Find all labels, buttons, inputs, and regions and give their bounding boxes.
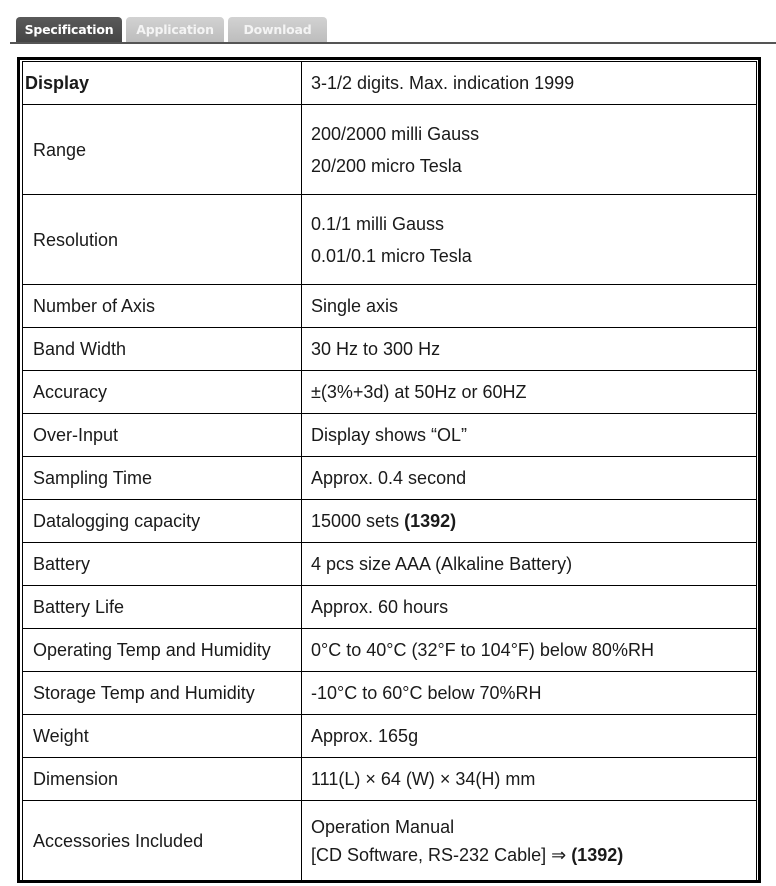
spec-label: Number of Axis: [23, 285, 302, 328]
spec-label: Range: [23, 105, 302, 195]
spec-label: Storage Temp and Humidity: [23, 672, 302, 715]
spec-label: Dimension: [23, 758, 302, 801]
specification-table: [22, 61, 757, 881]
spec-label: Operating Temp and Humidity: [23, 629, 302, 672]
spec-value-line: 20/200 micro Tesla: [311, 155, 462, 176]
table-row: [23, 672, 757, 715]
table-row: [23, 62, 757, 105]
spec-value: 30 Hz to 300 Hz: [302, 328, 757, 371]
table-row: [23, 285, 757, 328]
spec-label: Datalogging capacity: [23, 500, 302, 543]
spec-value-text: 15000 sets: [311, 511, 405, 531]
spec-value-text: [CD Software, RS-232 Cable] ⇒: [311, 844, 572, 865]
spec-label: Accessories Included: [23, 801, 302, 881]
spec-value: 4 pcs size AAA (Alkaline Battery): [302, 543, 757, 586]
spec-value: 3-1/2 digits. Max. indication 1999: [302, 62, 757, 105]
tab-specification[interactable]: Specification: [16, 17, 122, 42]
spec-value-line: [311, 841, 756, 869]
spec-value: 111(L) × 64 (W) × 34(H) mm: [302, 758, 757, 801]
table-row: [23, 629, 757, 672]
spec-value: [302, 801, 757, 881]
table-row: [23, 105, 757, 195]
spec-label: Display: [23, 62, 302, 105]
spec-label: Resolution: [23, 195, 302, 285]
spec-label: Battery Life: [23, 586, 302, 629]
table-row: [23, 586, 757, 629]
table-row: [23, 715, 757, 758]
model-reference: (1392): [404, 511, 457, 531]
spec-value: Approx. 60 hours: [302, 586, 757, 629]
spec-value-line: 0.01/0.1 micro Tesla: [311, 245, 472, 266]
spec-value-line: 0.1/1 milli Gauss: [311, 213, 445, 234]
spec-value: Approx. 165g: [302, 715, 757, 758]
spec-value: ±(3%+3d) at 50Hz or 60HZ: [302, 371, 757, 414]
table-row: [23, 457, 757, 500]
table-row: [23, 758, 757, 801]
spec-value: [302, 500, 757, 543]
spec-label: Over-Input: [23, 414, 302, 457]
spec-value: 0°C to 40°C (32°F to 104°F) below 80%RH: [302, 629, 757, 672]
table-row: [23, 414, 757, 457]
spec-value: Approx. 0.4 second: [302, 457, 757, 500]
tab-underline: [10, 42, 776, 44]
spec-value: [302, 195, 757, 285]
model-reference: (1392): [571, 844, 624, 865]
table-row: [23, 543, 757, 586]
spec-value-line: 200/2000 milli Gauss: [311, 123, 480, 144]
spec-label: Weight: [23, 715, 302, 758]
spec-value: [302, 105, 757, 195]
tab-application[interactable]: Application: [126, 17, 224, 42]
spec-value: Single axis: [302, 285, 757, 328]
spec-label: Accuracy: [23, 371, 302, 414]
tab-bar: [0, 0, 776, 45]
spec-value: -10°C to 60°C below 70%RH: [302, 672, 757, 715]
table-row: [23, 801, 757, 881]
table-row: [23, 195, 757, 285]
table-row: [23, 371, 757, 414]
specification-panel: [17, 57, 761, 883]
spec-label: Sampling Time: [23, 457, 302, 500]
spec-label: Battery: [23, 543, 302, 586]
table-row: [23, 500, 757, 543]
spec-label: Band Width: [23, 328, 302, 371]
spec-value: Display shows “OL”: [302, 414, 757, 457]
table-row: [23, 328, 757, 371]
tab-download[interactable]: Download: [228, 17, 327, 42]
spec-value-line: Operation Manual: [311, 816, 455, 837]
